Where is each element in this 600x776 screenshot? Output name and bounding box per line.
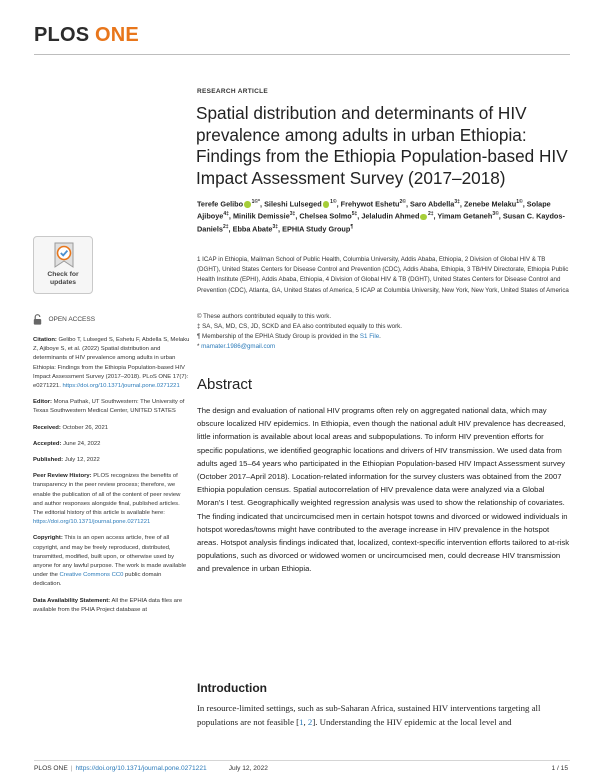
intro-text-3: ]. Understanding the HIV epidemic at the local level and xyxy=(312,716,512,727)
introduction-text xyxy=(197,702,571,729)
check-for-updates-label: Check for updates xyxy=(47,271,79,286)
footer-date: July 12, 2022 xyxy=(228,765,268,772)
citation-doi-link[interactable]: https://doi.org/10.1371/journal.pone.0271221 xyxy=(62,383,180,390)
intro-text-1: In resource-limited settings, such as sub-Saharan Africa, sustained HIV interventions targeting all populations are not feasible [ xyxy=(197,703,541,727)
author-affiliation-marker: ¶ xyxy=(350,223,354,230)
article-title: Spatial distribution and determinants of HIV prevalence among adults in urban Ethiopia: Findings from the Ethiopia Population-based HIV Impact Assessment Survey (2017–2018) xyxy=(196,103,568,188)
s1-file-link[interactable]: S1 File xyxy=(359,333,380,340)
creative-commons-link[interactable]: Creative Commons CC0 xyxy=(59,572,124,579)
footer-doi-link[interactable]: https://doi.org/10.1371/journal.pone.0271221 xyxy=(75,765,207,772)
membership-note-text: ¶ Membership of the EPHIA Study Group is provided in the xyxy=(197,333,360,340)
editor-text: Mona Pathak, UT Southwestern: The University of Texas Southwestern Medical Center, UNITED STATES xyxy=(33,399,185,415)
author-name[interactable]: , Minilik Demissie xyxy=(228,211,290,221)
logo-plos: PLOS xyxy=(34,24,90,46)
header-divider xyxy=(34,54,570,55)
open-access-label: OPEN ACCESS xyxy=(48,316,96,324)
accepted-date: June 24, 2022 xyxy=(61,440,101,447)
reference-link-2[interactable]: 2 xyxy=(307,716,313,727)
author-affiliation-marker: 2© xyxy=(399,199,406,205)
copyright-text-end: public domain dedication. xyxy=(33,572,162,588)
copyright-block xyxy=(33,534,191,589)
sidebar xyxy=(33,336,191,622)
citation-text: Gelibo T, Lulseged S, Eshetu F, Abdella S, Melaku Z, Ajiboye S, et al. (2022) Spatial distribution and determinants of HIV prevalence among adults in urban Ethiopia: Findings from the Ethiopia Population-based HIV Impact Assessment Survey (2017–2018). PLoS ONE 17(7): e0271221. xyxy=(33,337,190,390)
open-access-row xyxy=(33,311,95,323)
corresponding-marker: * xyxy=(197,343,202,350)
published-label: Published: xyxy=(33,457,64,464)
footer-journal: PLOS ONE xyxy=(34,765,68,772)
author-name[interactable]: , Ebba Abate xyxy=(228,224,273,234)
check-for-updates-badge[interactable] xyxy=(33,236,93,294)
author-notes xyxy=(197,312,569,352)
also-contributed-note: ‡ SA, SA, MD, CS, JD, SCKD and EA also contributed equally to this work. xyxy=(197,323,402,330)
footer-divider xyxy=(34,760,570,761)
data-availability-text: All the EPHIA data files are available from the PHIA Project database at xyxy=(33,597,183,613)
peer-review-block xyxy=(33,472,191,527)
membership-note-end: . xyxy=(379,333,381,340)
orcid-icon[interactable] xyxy=(420,214,427,221)
author-affiliation-marker: 1©* xyxy=(251,199,261,205)
peer-review-label: Peer Review History: xyxy=(33,473,92,480)
author-affiliation-marker: 5‡ xyxy=(351,211,358,218)
corresponding-email-link[interactable]: mamater.1986@gmail.com xyxy=(201,343,276,350)
orcid-icon[interactable] xyxy=(323,201,330,208)
footer-separator: | xyxy=(70,765,73,772)
abstract-heading: Abstract xyxy=(197,376,253,393)
copyright-text: This is an open access article, free of all copyright, and may be freely reproduced, distributed, transmitted, modified, built upon, or otherwise used by anyone for any lawful purpose. The work is made available under the xyxy=(33,535,187,579)
equal-contribution-note: © These authors contributed equally to this work. xyxy=(197,313,332,320)
journal-logo[interactable] xyxy=(34,24,139,47)
author-list xyxy=(197,197,569,234)
author-affiliation-marker: 3‡ xyxy=(272,223,279,230)
editor-block xyxy=(33,398,191,416)
received-block xyxy=(33,424,191,433)
author-affiliation-marker: 1© xyxy=(330,199,337,205)
orcid-icon[interactable] xyxy=(244,201,251,208)
author-name[interactable]: , Yimam Getaneh xyxy=(433,211,493,221)
citation-label: Citation: xyxy=(33,337,57,343)
author-affiliation-marker: 3‡ xyxy=(289,211,296,218)
data-availability-label: Data Availability Statement: xyxy=(33,597,111,604)
page-number: 1 / 15 xyxy=(551,765,568,772)
author-name[interactable]: , Susan C. Kaydos-Daniels xyxy=(197,211,565,234)
affiliations: 1 ICAP in Ethiopia, Mailman School of Public Health, Columbia University, Addis Ababa, Ethiopia, 2 Division of Global HIV & TB (DGHT), United States Centers for Disease Control and Prevention (CDC), Addis Ababa, Ethiopia, 3 TB/HIV Directorate, Ethiopia Public Health Institute (EPHI), Addis Ababa, Ethiopia, 4 Division of Global HIV & TB (DGHT), United States Centers for Disease Control and Prevention (CDC), Atlanta, GA, United States of America, 5 ICAP at Columbia University, New York, New York, United States of America xyxy=(197,256,569,294)
received-label: Received: xyxy=(33,424,61,431)
author-name[interactable]: , Saro Abdella xyxy=(405,199,455,209)
editor-label: Editor: xyxy=(33,399,52,406)
author-affiliation-marker: 3‡ xyxy=(454,199,460,205)
author-name[interactable]: , Zenebe Melaku xyxy=(459,199,517,209)
logo-one: ONE xyxy=(95,24,139,46)
author-affiliation-marker: 2‡ xyxy=(222,223,229,230)
crossmark-icon xyxy=(53,241,75,269)
copyright-label: Copyright: xyxy=(33,535,63,542)
intro-text-2: , xyxy=(303,716,308,727)
corresponding-email-note xyxy=(197,342,569,352)
peer-review-text: PLOS recognizes the benefits of transparency in the peer review process; therefore, we enable the publication of all of the content of peer review and author responses alongside final, published articles. The editorial history of this article is available here: xyxy=(33,473,181,517)
peer-review-doi-link[interactable]: https://doi.org/10.1371/journal.pone.0271221 xyxy=(33,519,151,526)
membership-note xyxy=(197,332,569,342)
author-affiliation-marker: 3© xyxy=(492,211,499,218)
footer-citation xyxy=(34,765,268,772)
accepted-block xyxy=(33,440,191,449)
author-name[interactable]: , Solape Ajiboye xyxy=(197,199,551,221)
author-affiliation-marker: 2‡ xyxy=(427,211,434,218)
author-name[interactable]: Terefe Gelibo xyxy=(197,199,244,209)
citation-block xyxy=(33,336,191,391)
author-name[interactable]: , Frehywot Eshetu xyxy=(336,199,400,209)
author-affiliation-marker: 4‡ xyxy=(223,211,229,218)
author-affiliation-marker: 1© xyxy=(516,199,523,205)
received-date: October 26, 2021 xyxy=(60,424,109,431)
article-type: RESEARCH ARTICLE xyxy=(197,88,269,95)
data-availability-block xyxy=(33,597,191,615)
author-name[interactable]: , Chelsea Solmo xyxy=(295,211,352,221)
reference-link-1[interactable]: 1 xyxy=(299,716,304,727)
accepted-label: Accepted: xyxy=(33,440,62,447)
author-name[interactable]: , Sileshi Lulseged xyxy=(260,199,322,209)
introduction-heading: Introduction xyxy=(197,681,267,695)
author-name[interactable]: , EPHIA Study Group xyxy=(278,224,351,234)
open-lock-icon xyxy=(33,314,42,325)
author-name[interactable]: , Jelaludin Ahmed xyxy=(357,211,420,221)
abstract-text: The design and evaluation of national HIV programs often rely on aggregated national data, which may obscure localized HIV epidemics. In Ethiopia, even though the national adult HIV prevalence has decreased, little information is available about local areas and subpopulations. To inform HIV prevention efforts for specific populations, we identified geographic locations and drivers of HIV transmission. We used data from adults aged 15–64 years who participated in the Ethiopian Population-based HIV Impact Assessment survey (October 2017–April 2018). Location-related information for the survey clusters was obtained from the 2007 Ethiopia population census. Spatial autocorrelation of HIV prevalence data were analyzed via a Global Moran’s I test. Geographically weighted regression analysis was used to show the relationship of covariates. The finding indicated that uncircumcised men in certain hotspot towns and divorced or widowed individuals in hotspot woredas/towns might have contributed to the average increase in HIV prevalence in the hotspot areas. Hotspot analysis findings indicated that, localized, context-specific intervention efforts tailored to at-risk populations, such as divorced or widowed women or uncircumcised men, could decrease HIV transmission and prevalence in urban Ethiopia. xyxy=(197,406,570,574)
published-block xyxy=(33,456,191,465)
published-date: July 12, 2022 xyxy=(63,457,100,464)
